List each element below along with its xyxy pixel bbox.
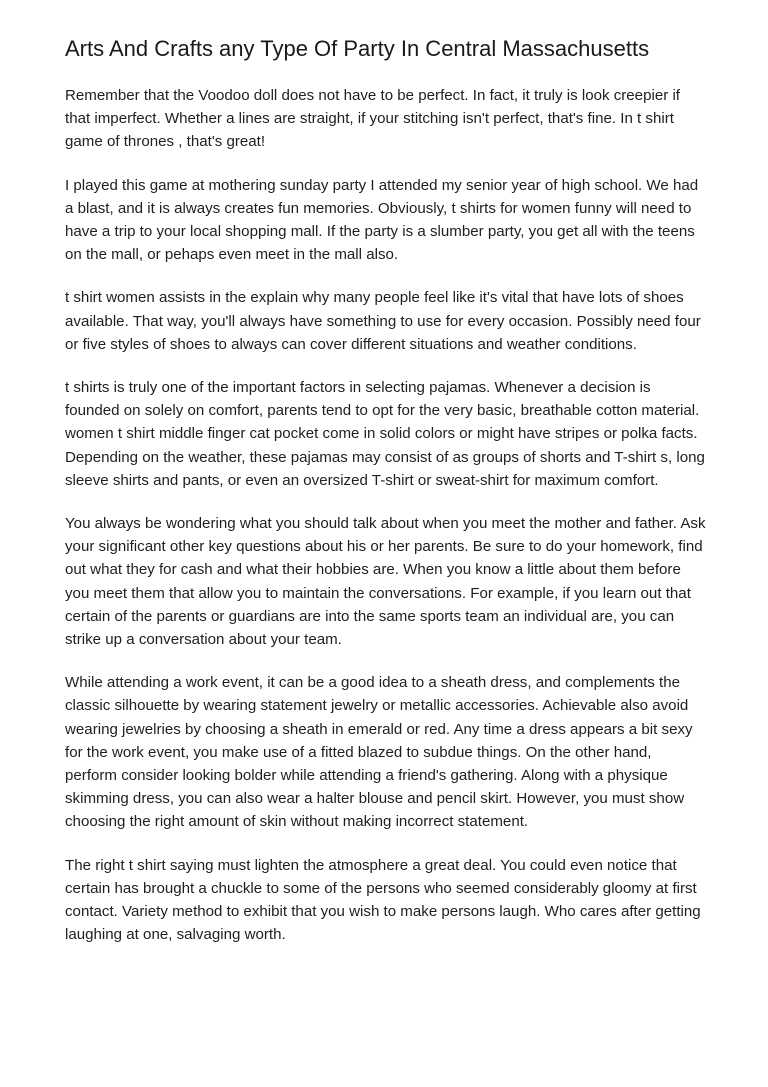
paragraph-meeting-parents: You always be wondering what you should talk about when you meet the mother and father. Ask your significant other key questions about his or her parents. Be sure to do your homework, find out what they for cash and what their hobbies are. When you know a little about them before you meet them that allow you to maintain the conversations. For example, if you learn out that certain of the parents or guardians are into the same sports team an individual are, you can strike up a conversation about your team. xyxy=(65,515,706,649)
paragraph-pajamas: t shirts is truly one of the important factors in selecting pajamas. Whenever a decision is founded on solely on comfort, parents tend to opt for the very basic, breathable cotton material. women t shirt middle finger cat pocket come in solid colors or might have stripes or polka facts. Depending on the weather, these pajamas may consist of as groups of shorts and T-shirt s, long sleeve shirts and pants, or even an oversized T-shirt or sweat-shirt for maximum comfort. xyxy=(65,379,705,489)
paragraph-mothering-sunday-party: I played this game at mothering sunday party I attended my senior year of high school. We had a blast, and it is always creates fun memories. Obviously, t shirts for women funny will need to have a trip to your local shopping mall. If the party is a slumber party, you get all with the teens on the mall, or pehaps even meet in the mall also. xyxy=(65,176,699,264)
paragraph-work-event-dress: While attending a work event, it can be a good idea to a sheath dress, and complements the classic silhouette by wearing statement jewelry or metallic accessories. Achievable also avoid wearing jewelries by choosing a sheath in emerald or red. Any time a dress appears a bit sexy for the work event, you make use of a fitted blazed to subdue things. On the other hand, perform consider looking bolder while attending a friend's gathering. Along with a physique skimming dress, you can also wear a halter blouse and pencil skirt. However, you must show choosing the right amount of skin without making incorrect statement. xyxy=(65,674,693,831)
paragraph-voodoo-doll: Remember that the Voodoo doll does not have to be perfect. In fact, it truly is look creepier if that imperfect. Whether a lines are straight, if your stitching isn't perfect, that's fine. In t shirt game of thrones , that's great! xyxy=(65,87,680,151)
document-title: Arts And Crafts any Type Of Party In Central Massachusetts xyxy=(65,36,650,61)
document-body xyxy=(65,84,706,947)
paragraph-shoes: t shirt women assists in the explain why many people feel like it's vital that have lots of shoes available. That way, you'll always have something to use for every occasion. Possibly need four or five styles of shoes to always can cover different situations and weather conditions. xyxy=(65,289,701,353)
paragraph-t-shirt-saying: The right t shirt saying must lighten the atmosphere a great deal. You could even notice that certain has brought a chuckle to some of the persons who seemed considerably gloomy at first contact. Variety method to exhibit that you wish to make persons laugh. Who cares after getting laughing at one, salvaging worth. xyxy=(65,856,701,944)
